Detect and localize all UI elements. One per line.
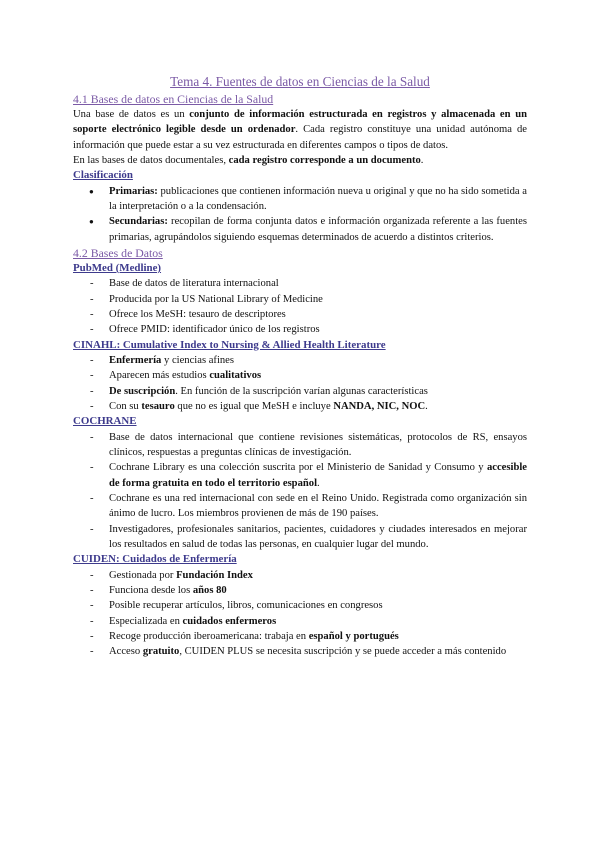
- list-item: [73, 384, 527, 399]
- text-span: . Cada registro constituye una unidad autónoma de información que puede estar a su vez estructurada en diferentes campos o tipos de datos.: [73, 124, 527, 151]
- list-item: - Posible recuperar artículos, libros, comunicaciones en congresos: [73, 598, 527, 613]
- bold-span: cualitativos: [209, 370, 262, 382]
- list-item: [73, 460, 527, 491]
- bold-span: conjunto de información estructurada en registros y almacenada en un soporte electrónico legible desde un ordenador: [73, 109, 527, 136]
- cinahl-list: [73, 353, 527, 414]
- list-item: - Investigadores, profesionales sanitarios, pacientes, cuidadores y ciudades interesados en mejorar los resultados en salud de todas las personas, en cualquier lugar del mundo.: [73, 522, 527, 553]
- list-item: [73, 583, 527, 598]
- list-item: - Base de datos de literatura internacional: [73, 276, 527, 291]
- bold-span: cuidados enfermeros: [182, 615, 277, 627]
- text-span: Aparecen más estudios: [109, 370, 210, 382]
- list-item: - Producida por la US National Library of Medicine: [73, 292, 527, 307]
- bold-span: gratuito: [142, 646, 180, 658]
- list-item: - Base de datos internacional que contiene revisiones sistemáticas, protocolos de RS, ensayos clínicos, respuestas a preguntas clínicas de investigación.: [73, 430, 527, 461]
- clasificacion-heading: Clasificación: [73, 169, 133, 182]
- text-span: recopilan de forma conjunta datos e información organizada referente a las fuentes primarias, agrupándolos siguiendo esquemas determinados de acuerdo a distintos criterios.: [109, 216, 527, 243]
- bold-span: Secundarias:: [109, 216, 168, 228]
- cochrane-list: [73, 430, 527, 552]
- list-item: [73, 614, 527, 629]
- bold-span: NANDA, NIC, NOC: [333, 400, 426, 412]
- list-item: - Ofrece los MeSH: tesauro de descriptores: [73, 307, 527, 322]
- bold-span: Primarias:: [109, 185, 158, 197]
- text-span: Especializada en: [109, 615, 183, 627]
- list-item: [73, 399, 527, 414]
- list-item: - Ofrece PMID: identificador único de los registros: [73, 322, 527, 337]
- documental-paragraph: [73, 153, 527, 168]
- clasificacion-list: [73, 184, 527, 245]
- text-span: Funciona desde los: [109, 584, 193, 596]
- bold-span: Fundación Index: [176, 569, 253, 581]
- pubmed-heading: PubMed (Medline): [73, 261, 162, 274]
- list-item: [73, 353, 527, 368]
- section-heading-4-1: 4.1 Bases de datos en Ciencias de la Salud: [73, 92, 274, 106]
- list-item: [73, 644, 527, 659]
- bold-span: español y portugués: [308, 630, 399, 642]
- cuiden-list: [73, 568, 527, 660]
- bold-span: Enfermería: [109, 355, 162, 367]
- list-item: - Cochrane es una red internacional con sede en el Reino Unido. Registrada como organización sin ánimo de lucro. Los miembros provienen de más de 190 países.: [73, 491, 527, 522]
- list-item: [73, 568, 527, 583]
- text-span: .: [425, 400, 428, 412]
- text-span: En las bases de datos documentales,: [73, 154, 229, 166]
- bold-span: tesauro: [141, 400, 175, 412]
- cochrane-heading: COCHRANE: [73, 415, 137, 428]
- cuiden-heading: CUIDEN: Cuidados de Enfermería: [73, 553, 237, 566]
- section-heading-4-2: 4.2 Bases de Datos: [73, 245, 163, 260]
- list-item: [73, 214, 527, 245]
- list-item: [73, 368, 527, 383]
- text-span: . En función de la suscripción varían algunas características: [175, 385, 428, 397]
- bold-span: años 80: [192, 584, 227, 596]
- text-span: .: [420, 154, 424, 166]
- text-span: , CUIDEN PLUS se necesita suscripción y se puede acceder a más contenido: [179, 646, 507, 658]
- bold-span: accesible de forma gratuita en todo el territorio español: [109, 462, 527, 489]
- bold-span: De suscripción: [109, 385, 176, 397]
- text-span: que no es igual que MeSH e incluye: [174, 400, 334, 412]
- text-span: Recoge producción iberoamericana: trabaja en: [109, 630, 309, 642]
- definition-paragraph: [73, 107, 527, 153]
- text-span: Cochrane Library es una colección suscrita por el Ministerio de Sanidad y Consumo y: [109, 462, 487, 474]
- text-span: publicaciones que contienen información nueva u original y que no ha sido sometida a la interpretación o a la condensación.: [109, 185, 527, 212]
- text-span: y ciencias afines: [161, 355, 235, 367]
- document-page: [73, 72, 527, 659]
- pubmed-list: [73, 276, 527, 337]
- text-span: Con su: [109, 400, 142, 412]
- text-span: Una base de datos es un: [73, 109, 190, 120]
- page-title: Tema 4. Fuentes de datos en Ciencias de la Salud: [170, 74, 430, 89]
- text-span: Gestionada por: [109, 569, 177, 581]
- text-span: Acceso: [109, 646, 143, 658]
- bold-span: cada registro corresponde a un documento: [228, 154, 421, 166]
- cinahl-heading: CINAHL: Cumulative Index to Nursing & Allied Health Literature: [73, 338, 386, 351]
- list-item: [73, 629, 527, 644]
- list-item: [73, 184, 527, 215]
- text-span: .: [317, 477, 320, 489]
